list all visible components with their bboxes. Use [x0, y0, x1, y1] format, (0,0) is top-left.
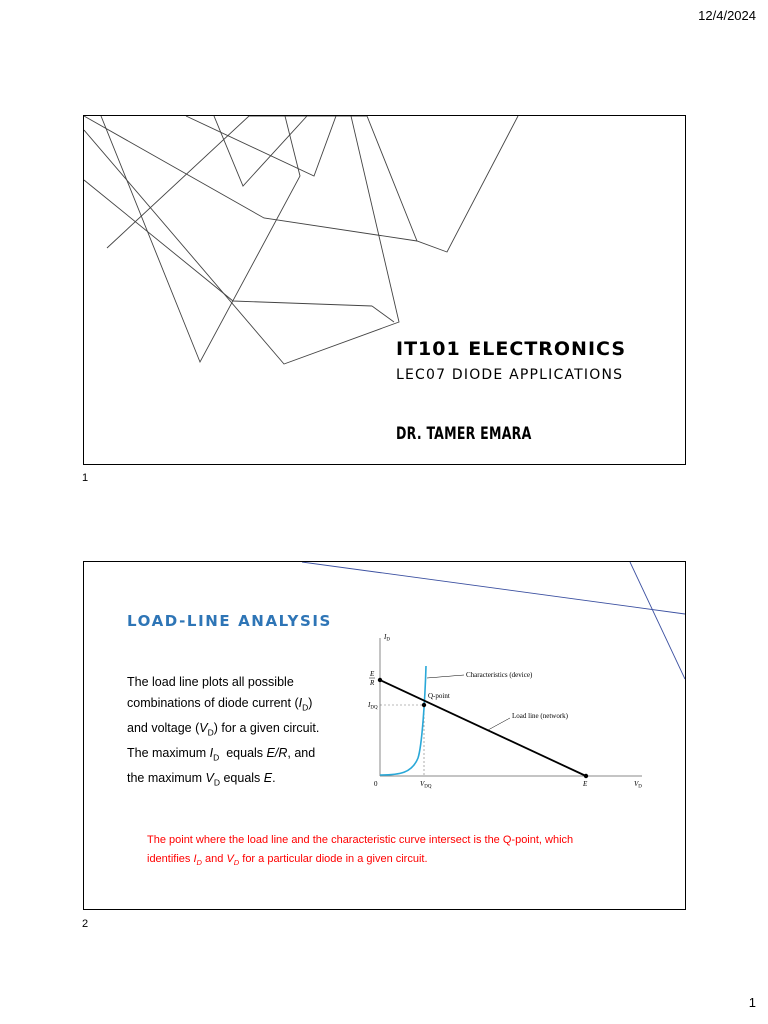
iq-label: $I_{DQ}$ — [368, 701, 378, 711]
y-intercept-denominator: R — [370, 679, 375, 687]
slide-2 — [83, 561, 686, 910]
slide-number: 2 — [82, 918, 89, 930]
loadline-leader — [488, 718, 510, 730]
characteristics-leader — [427, 675, 464, 678]
y-intercept-numerator: E — [370, 670, 375, 678]
body-line: The load line plots all possible — [127, 675, 294, 689]
note-line: identifies $I_D$ and $V_D$ for a particular diode in a given circuit. — [147, 853, 428, 868]
loadline-label: Load line (network) — [512, 712, 568, 720]
load-line — [380, 680, 586, 776]
y-axis-label: $I_D$ — [384, 633, 390, 643]
x-axis-label: $V_D$ — [634, 780, 642, 790]
page-number: 1 — [748, 995, 756, 1010]
y-intercept-point — [378, 678, 382, 682]
slide-number: 1 — [82, 472, 89, 484]
slide-title: IT101 ELECTRONICS — [396, 338, 627, 360]
slide-subtitle: LEC07 DIODE APPLICATIONS — [396, 367, 624, 383]
body-line: and voltage $(V_D)$ for a given circuit. — [127, 720, 320, 737]
author-name: DR. TAMER EMARA — [396, 424, 532, 444]
origin-label: 0 — [374, 780, 378, 788]
body-line: combinations of diode current $(I_D)$ — [127, 695, 313, 712]
body-line: the maximum $V_D$ equals E. — [127, 770, 276, 787]
body-line: The maximum $I_D$ equals E/R, and — [127, 745, 316, 762]
characteristics-label: Characteristics (device) — [466, 671, 533, 679]
x-intercept-point — [584, 774, 588, 778]
vq-label: $V_{DQ}$ — [420, 780, 432, 790]
q-point — [422, 703, 426, 707]
page-date: 12/4/2024 — [698, 8, 756, 23]
note-line: The point where the load line and the characteristic curve intersect is the Q-point, which — [147, 834, 574, 846]
decorative-lines — [84, 116, 685, 464]
slide-title: LOAD-LINE ANALYSIS — [127, 612, 332, 630]
load-line-graph — [360, 630, 656, 790]
x-intercept-label: E — [583, 780, 588, 788]
slide-1 — [83, 115, 686, 465]
qpoint-label: Q-point — [428, 692, 450, 700]
body-text — [127, 672, 357, 793]
q-point-note — [147, 831, 647, 872]
